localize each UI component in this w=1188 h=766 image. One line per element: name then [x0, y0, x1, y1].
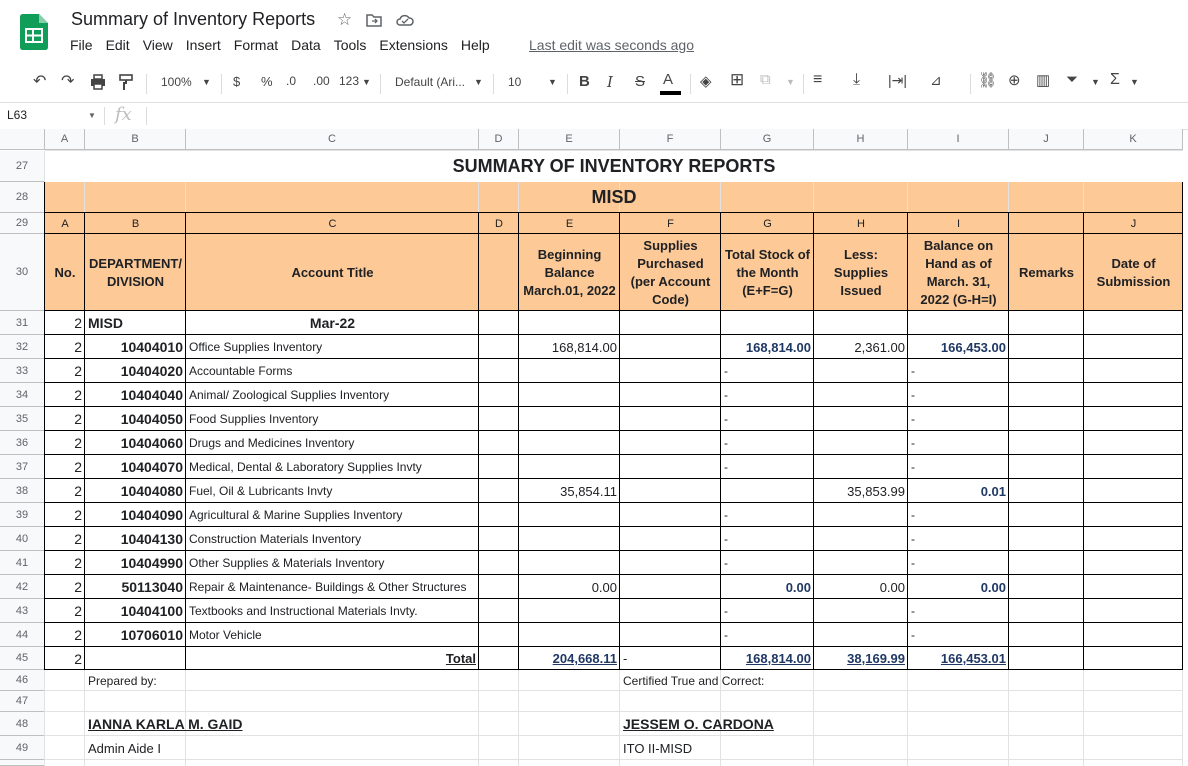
supplies-issued[interactable]	[814, 599, 908, 623]
signer1-position[interactable]: Admin Aide I	[88, 740, 161, 756]
beginning-balance[interactable]: 0.00	[591, 579, 617, 595]
text-wrap-icon[interactable]: |⇥|	[888, 72, 908, 88]
toolbar-divider	[803, 74, 804, 94]
supplies-issued[interactable]	[814, 455, 908, 479]
column-header-h[interactable]: H	[814, 129, 908, 150]
row-header[interactable]: 40	[0, 527, 45, 551]
column-header-e[interactable]: E	[519, 129, 620, 150]
balance-on-hand[interactable]: -	[911, 508, 915, 522]
header-beginning[interactable]: Beginning Balance March.01, 2022	[523, 246, 616, 298]
text-color-swatch	[660, 91, 681, 95]
undo-icon[interactable]: ↶	[33, 73, 47, 90]
vertical-align-icon[interactable]: ⤓	[853, 71, 861, 88]
chevron-down-icon[interactable]: ▼	[88, 111, 96, 120]
supplies-purchased[interactable]	[620, 383, 721, 407]
total-stock[interactable]: -	[724, 628, 728, 642]
supplies-issued[interactable]	[814, 407, 908, 431]
insert-comment-icon[interactable]: ⊕	[1008, 72, 1021, 89]
column-header-k[interactable]: K	[1084, 129, 1183, 150]
supplies-purchased[interactable]	[620, 503, 721, 527]
row-header[interactable]: 29	[0, 213, 45, 234]
formula-divider	[104, 107, 105, 125]
header-date-sub[interactable]: Date of Submission	[1096, 255, 1171, 289]
beginning-balance[interactable]	[519, 407, 620, 431]
supplies-issued[interactable]: 35,853.99	[847, 483, 905, 499]
total-stock[interactable]: -	[724, 556, 728, 570]
formula-input[interactable]	[150, 105, 1180, 125]
supplies-purchased[interactable]	[620, 575, 721, 599]
fill-color-icon[interactable]: ◈	[700, 73, 712, 90]
item-no[interactable]: 2	[74, 459, 82, 475]
item-no[interactable]: 2	[74, 363, 82, 379]
name-box[interactable]: L63	[7, 108, 28, 122]
total-stock[interactable]: -	[724, 364, 728, 378]
row-header[interactable]: 43	[0, 599, 45, 623]
inner-column-letter[interactable]: C	[328, 217, 337, 230]
balance-on-hand[interactable]: 0.00	[980, 579, 1006, 595]
column-header-d[interactable]: D	[479, 129, 519, 150]
dept-row-name[interactable]: MISD	[88, 315, 123, 331]
menu-view[interactable]: View	[142, 37, 173, 53]
font-size-select[interactable]: 10	[508, 75, 522, 89]
total-stock[interactable]: -	[724, 436, 728, 450]
row-header[interactable]: 42	[0, 575, 45, 599]
total-stock[interactable]: 168,814.00	[745, 339, 811, 355]
redo-icon[interactable]: ↷	[61, 73, 75, 90]
balance-on-hand[interactable]: -	[911, 604, 915, 618]
total-label[interactable]: Total	[445, 651, 476, 666]
formula-bar	[0, 102, 1188, 130]
row-header[interactable]: 33	[0, 359, 45, 383]
text-rotate-icon[interactable]: ⊿	[930, 72, 942, 88]
row-header[interactable]: 44	[0, 623, 45, 647]
font-family-select[interactable]: Default (Ari...	[395, 75, 466, 89]
menu-file[interactable]: File	[70, 37, 93, 53]
inner-column-letter[interactable]: E	[565, 217, 574, 230]
inner-column-letter[interactable]: H	[857, 217, 865, 230]
header-issued[interactable]: Less: Supplies Issued	[833, 246, 889, 298]
department-title[interactable]: MISD	[591, 187, 637, 207]
supplies-purchased[interactable]	[620, 455, 721, 479]
beginning-balance[interactable]	[519, 359, 620, 383]
beginning-balance[interactable]: 35,854.11	[560, 483, 617, 499]
column-header-g[interactable]: G	[721, 129, 814, 150]
header-purchased[interactable]: Supplies Purchased (per Account Code)	[630, 237, 711, 307]
account-code[interactable]: 10404020	[120, 363, 183, 379]
item-no[interactable]: 2	[74, 339, 82, 355]
supplies-purchased[interactable]	[620, 623, 721, 647]
toolbar-divider	[493, 74, 494, 94]
beginning-balance[interactable]	[519, 383, 620, 407]
menu-extensions[interactable]: Extensions	[379, 37, 448, 53]
total-stock[interactable]: -	[724, 460, 728, 474]
toolbar-divider	[567, 74, 568, 94]
prepared-by-label[interactable]: Prepared by:	[88, 673, 157, 688]
total-balance[interactable]: 166,453.01	[940, 651, 1006, 666]
signer2-name[interactable]: JESSEM O. CARDONA	[623, 716, 774, 732]
total-beginning[interactable]: 204,668.11	[552, 651, 617, 666]
total-purchased[interactable]: -	[623, 651, 628, 666]
row-header[interactable]: 49	[0, 736, 45, 760]
account-title[interactable]: Fuel, Oil & Lubricants Invty	[189, 484, 333, 498]
supplies-issued[interactable]	[814, 551, 908, 575]
toolbar-divider	[970, 74, 971, 94]
total-stock[interactable]: -	[724, 412, 728, 426]
inner-column-letter[interactable]: A	[61, 217, 69, 230]
dept-row-month[interactable]: Mar-22	[309, 315, 356, 331]
strikethrough-button[interactable]: S	[635, 73, 646, 90]
beginning-balance[interactable]: 168,814.00	[551, 339, 617, 355]
item-no[interactable]: 2	[74, 555, 82, 571]
supplies-issued[interactable]	[814, 623, 908, 647]
beginning-balance[interactable]	[519, 503, 620, 527]
row-header[interactable]: 47	[0, 691, 45, 712]
bold-button[interactable]: B	[579, 73, 590, 90]
column-header-f[interactable]: F	[620, 129, 721, 150]
row-header[interactable]: 35	[0, 407, 45, 431]
currency-format-button[interactable]: $	[233, 74, 241, 89]
supplies-purchased[interactable]	[620, 551, 721, 575]
header-total-stock[interactable]: Total Stock of the Month (E+F=G)	[725, 246, 810, 298]
header-dept[interactable]: DEPARTMENT/ DIVISION	[89, 255, 182, 289]
row-header[interactable]: 41	[0, 551, 45, 575]
app-header	[0, 0, 1188, 62]
total-stock[interactable]: -	[724, 508, 728, 522]
star-icon[interactable]: ☆	[337, 10, 353, 29]
chevron-down-icon[interactable]: ▼	[474, 77, 483, 87]
toolbar-divider	[221, 74, 222, 94]
total-stock[interactable]: -	[724, 532, 728, 546]
paint-format-icon[interactable]	[119, 74, 133, 91]
account-code[interactable]: 10404040	[120, 387, 183, 403]
print-icon[interactable]	[90, 74, 106, 90]
row-header[interactable]: 38	[0, 479, 45, 503]
header-account[interactable]: Account Title	[291, 264, 374, 280]
column-header-i[interactable]: I	[908, 129, 1009, 150]
header-balance[interactable]: Balance on Hand as of March. 31, 2022 (G-H=I)	[920, 237, 997, 307]
supplies-purchased[interactable]	[620, 431, 721, 455]
document-title[interactable]: Summary of Inventory Reports	[71, 9, 316, 29]
inner-column-letter[interactable]: D	[495, 217, 503, 230]
total-stock[interactable]: 0.00	[785, 579, 811, 595]
toolbar-divider	[146, 74, 147, 94]
beginning-balance[interactable]	[519, 455, 620, 479]
row-header[interactable]: 31	[0, 311, 45, 335]
chevron-down-icon[interactable]: ▼	[548, 77, 557, 87]
menu-data[interactable]: Data	[291, 37, 321, 53]
account-code[interactable]: 10404010	[120, 339, 183, 355]
item-no[interactable]: 2	[74, 627, 82, 643]
account-title[interactable]: Food Supplies Inventory	[189, 412, 319, 426]
inner-column-letter[interactable]: J	[1130, 217, 1137, 230]
supplies-issued[interactable]	[814, 431, 908, 455]
toolbar	[0, 66, 1188, 100]
row-header[interactable]: 48	[0, 712, 45, 736]
supplies-purchased[interactable]	[620, 359, 721, 383]
chevron-down-icon[interactable]: ▼	[786, 77, 795, 87]
chevron-down-icon[interactable]: ▼	[1091, 77, 1100, 87]
balance-on-hand[interactable]: -	[911, 436, 915, 450]
beginning-balance[interactable]	[519, 527, 620, 551]
inner-column-letter[interactable]: B	[131, 217, 140, 230]
zoom-select[interactable]: 100%	[161, 75, 192, 89]
signer2-position[interactable]: ITO II-MISD	[623, 740, 693, 756]
balance-on-hand[interactable]: -	[911, 364, 915, 378]
balance-on-hand[interactable]: 0.01	[980, 483, 1006, 499]
increase-decimal-button[interactable]: .00	[313, 74, 330, 88]
menu-insert[interactable]: Insert	[185, 37, 221, 53]
supplies-issued[interactable]	[814, 503, 908, 527]
account-code[interactable]: 10404100	[120, 603, 183, 619]
header-remarks[interactable]: Remarks	[1019, 264, 1074, 280]
horizontal-align-icon[interactable]: ≡	[813, 71, 823, 88]
beginning-balance[interactable]	[519, 599, 620, 623]
row-header[interactable]: 27	[0, 151, 45, 182]
item-no[interactable]: 2	[74, 387, 82, 403]
supplies-issued[interactable]	[814, 527, 908, 551]
supplies-purchased[interactable]	[620, 479, 721, 503]
supplies-purchased[interactable]	[620, 407, 721, 431]
account-code[interactable]: 10404070	[120, 459, 183, 475]
account-title[interactable]: Medical, Dental & Laboratory Supplies Invty	[189, 460, 422, 474]
account-title[interactable]: Office Supplies Inventory	[189, 340, 323, 354]
beginning-balance[interactable]	[519, 623, 620, 647]
account-title[interactable]: Repair & Maintenance- Buildings & Other Structures	[189, 580, 467, 594]
row-header[interactable]: 46	[0, 670, 45, 691]
account-code[interactable]: 10706010	[120, 627, 183, 643]
move-folder-icon[interactable]	[366, 13, 382, 27]
functions-icon[interactable]: Σ	[1110, 71, 1120, 88]
insert-chart-icon[interactable]: ▥	[1036, 72, 1051, 89]
fx-icon: fx	[115, 104, 132, 125]
percent-format-button[interactable]: %	[261, 74, 273, 89]
row-header[interactable]: 37	[0, 455, 45, 479]
row-header[interactable]: 36	[0, 431, 45, 455]
total-stock[interactable]: -	[724, 388, 728, 402]
account-code[interactable]: 10404050	[120, 411, 183, 427]
formula-divider	[146, 107, 147, 125]
balance-on-hand[interactable]: -	[911, 628, 915, 642]
row-header[interactable]: 28	[0, 182, 45, 213]
filter-icon[interactable]: ⏷	[1066, 71, 1079, 88]
account-title[interactable]: Animal/ Zoological Supplies Inventory	[189, 388, 390, 402]
select-all-corner[interactable]	[0, 129, 45, 150]
account-title[interactable]: Other Supplies & Materials Inventory	[189, 556, 385, 570]
item-no[interactable]: 2	[74, 483, 82, 499]
balance-on-hand[interactable]: 166,453.00	[940, 339, 1006, 355]
supplies-issued[interactable]	[814, 359, 908, 383]
supplies-issued[interactable]: 0.00	[879, 579, 905, 595]
account-code[interactable]: 10404080	[120, 483, 183, 499]
beginning-balance[interactable]	[519, 431, 620, 455]
chevron-down-icon[interactable]: ▼	[202, 77, 211, 87]
row-header[interactable]: 32	[0, 335, 45, 359]
row-header[interactable]: 45	[0, 647, 45, 670]
insert-link-icon[interactable]: ⛓	[978, 72, 998, 89]
balance-on-hand[interactable]: -	[911, 388, 915, 402]
supplies-issued[interactable]: 2,361.00	[854, 339, 905, 355]
total-stock-sum[interactable]: 168,814.00	[745, 651, 811, 666]
item-no[interactable]: 2	[74, 603, 82, 619]
account-code[interactable]: 10404090	[120, 507, 183, 523]
column-header-c[interactable]: C	[186, 129, 479, 150]
account-title[interactable]: Drugs and Medicines Inventory	[189, 436, 355, 450]
borders-icon[interactable]: ⊞	[730, 70, 745, 89]
sheets-logo-icon[interactable]	[20, 14, 48, 50]
balance-on-hand[interactable]: -	[911, 532, 915, 546]
merge-cells-icon[interactable]: ⧉	[760, 71, 771, 88]
item-no[interactable]: 2	[74, 435, 82, 451]
item-no[interactable]: 2	[74, 411, 82, 427]
header-no[interactable]: No.	[54, 264, 76, 280]
menu-format[interactable]: Format	[233, 37, 279, 53]
total-issued[interactable]: 38,169.99	[847, 651, 905, 666]
account-code[interactable]: 10404130	[120, 531, 183, 547]
text-color-button[interactable]: A	[663, 71, 674, 88]
decrease-decimal-button[interactable]: .0	[286, 74, 297, 88]
account-code[interactable]: 10404990	[120, 555, 183, 571]
account-title[interactable]: Motor Vehicle	[189, 628, 262, 642]
row-header[interactable]: 39	[0, 503, 45, 527]
item-no[interactable]: 2	[74, 531, 82, 547]
inner-column-letter[interactable]: F	[667, 217, 674, 230]
balance-on-hand[interactable]: -	[911, 412, 915, 426]
column-header-a[interactable]: A	[45, 129, 85, 150]
total-stock[interactable]	[721, 479, 814, 503]
item-no[interactable]: 2	[74, 507, 82, 523]
menu-tools[interactable]: Tools	[333, 37, 367, 53]
account-title[interactable]: Construction Materials Inventory	[189, 532, 362, 546]
inner-column-letter[interactable]: I	[956, 217, 961, 230]
total-row-no[interactable]: 2	[74, 650, 82, 667]
supplies-purchased[interactable]	[620, 527, 721, 551]
more-formats-button[interactable]: 123	[339, 74, 360, 88]
balance-on-hand[interactable]: -	[911, 556, 915, 570]
column-header-j[interactable]: J	[1009, 129, 1084, 150]
row-header[interactable]: 34	[0, 383, 45, 407]
menu-help[interactable]: Help	[460, 37, 490, 53]
toolbar-divider	[380, 74, 381, 94]
italic-button[interactable]: I	[607, 73, 613, 91]
menu-bar	[70, 37, 503, 53]
signer1-name[interactable]: IANNA KARLA M. GAID	[88, 716, 243, 732]
inner-column-letter[interactable]: G	[763, 217, 772, 230]
cloud-status-icon[interactable]	[396, 13, 414, 27]
account-code[interactable]: 50113040	[121, 579, 183, 595]
supplies-issued[interactable]	[814, 383, 908, 407]
last-edit-link[interactable]: Last edit was seconds ago	[529, 37, 694, 53]
inner-column-letter[interactable]	[1009, 213, 1084, 234]
row-header[interactable]: 30	[0, 234, 45, 311]
sheet-title[interactable]: SUMMARY OF INVENTORY REPORTS	[45, 151, 1183, 182]
balance-on-hand[interactable]: -	[911, 460, 915, 474]
account-code[interactable]: 10404060	[120, 435, 183, 451]
beginning-balance[interactable]	[519, 551, 620, 575]
supplies-purchased[interactable]	[620, 335, 721, 359]
item-no[interactable]: 2	[74, 579, 82, 595]
chevron-down-icon[interactable]: ▼	[362, 77, 371, 87]
column-header-b[interactable]: B	[85, 129, 186, 150]
chevron-down-icon[interactable]: ▼	[1130, 77, 1139, 87]
toolbar-divider	[690, 74, 691, 94]
account-title[interactable]: Accountable Forms	[189, 364, 293, 378]
certified-label[interactable]: Certified True and Correct:	[623, 673, 765, 688]
account-title[interactable]: Agricultural & Marine Supplies Inventory	[189, 508, 403, 522]
row-header[interactable]	[0, 760, 45, 766]
supplies-purchased[interactable]	[620, 599, 721, 623]
total-stock[interactable]: -	[724, 604, 728, 618]
dept-row-no[interactable]: 2	[74, 315, 82, 331]
account-title[interactable]: Textbooks and Instructional Materials Invty.	[189, 604, 418, 618]
menu-edit[interactable]: Edit	[105, 37, 130, 53]
